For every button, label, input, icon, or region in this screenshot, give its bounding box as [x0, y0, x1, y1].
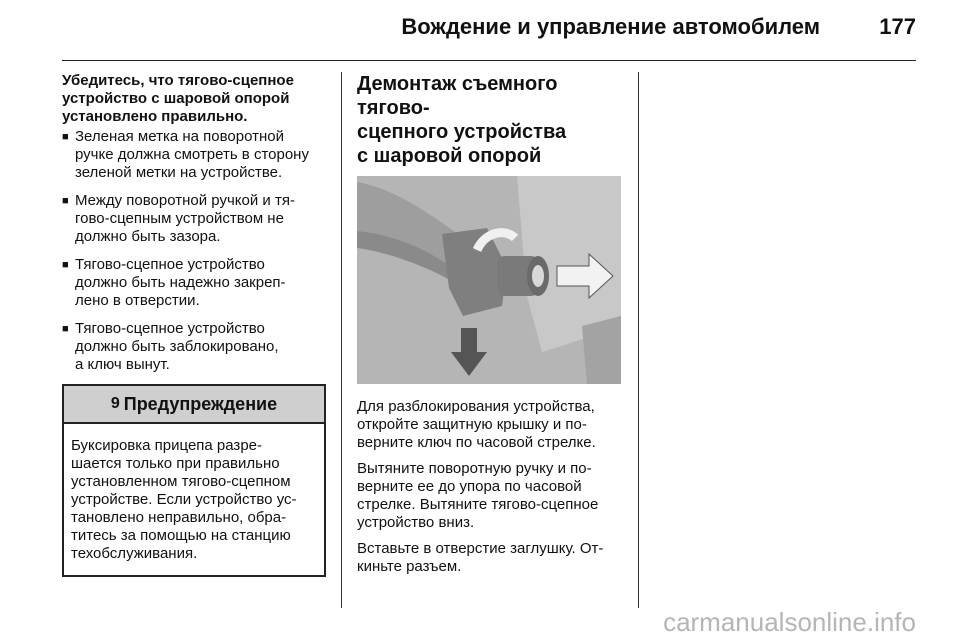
square-bullet-icon: ■: [62, 323, 69, 335]
paragraph-line: Вставьте в отверстие заглушку. От-: [357, 540, 604, 557]
spacer: [357, 384, 623, 398]
list-item-line: лено в отверстии.: [75, 292, 200, 309]
paragraph: [357, 460, 623, 532]
checklist: [62, 128, 326, 374]
paragraph-line: устройство вниз.: [357, 514, 475, 531]
warning-line: устройстве. Если устройство ус-: [71, 491, 297, 508]
paragraph-line: верните ее до упора по часовой: [357, 478, 582, 495]
warning-line: установленном тягово-сцепном: [71, 473, 291, 490]
left-column: [62, 72, 326, 577]
warning-line: Буксировка прицепа разре-: [71, 437, 262, 454]
list-item: [62, 320, 326, 374]
heading-line: сцепного устройства: [357, 121, 567, 143]
list-item-line: ручке должна смотреть в сторону: [75, 146, 309, 163]
watermark: carmanualsonline.info: [663, 607, 916, 637]
warning-body: [64, 424, 324, 575]
list-item: [62, 192, 326, 246]
section-heading: [357, 72, 623, 168]
list-item-line: а ключ вынут.: [75, 356, 170, 373]
paragraph-line: Для разблокирования устройства,: [357, 398, 595, 415]
list-item-line: гово-сцепным устройством не: [75, 210, 284, 227]
heading-line: Демонтаж съемного тягово-: [357, 73, 558, 119]
list-item: [62, 128, 326, 182]
paragraph-line: киньте разъем.: [357, 558, 462, 575]
warning-triangle-icon: 9: [110, 395, 120, 412]
paragraph: [357, 398, 623, 452]
list-item-line: должно быть надежно закреп-: [75, 274, 286, 291]
list-item: [62, 256, 326, 310]
header-title: Вождение и управление автомобилем: [401, 14, 820, 39]
tow-hitch-removal-illustration: [357, 176, 621, 384]
list-item-line: должно быть заблокировано,: [75, 338, 279, 355]
warning-line: шается только при правильно: [71, 455, 280, 472]
page-number: 177: [879, 14, 916, 39]
paragraph-line: стрелке. Вытяните тягово-сцепное: [357, 496, 599, 513]
paragraph: [357, 540, 623, 576]
intro-line: установлено правильно.: [62, 108, 248, 125]
list-item-line: Тягово-сцепное устройство: [75, 320, 265, 337]
list-item-line: зеленой метки на устройстве.: [75, 164, 283, 181]
warning-header: [64, 386, 324, 424]
list-item-line: Тягово-сцепное устройство: [75, 256, 265, 273]
square-bullet-icon: ■: [62, 259, 69, 271]
list-item-line: Между поворотной ручкой и тя-: [75, 192, 295, 209]
right-column: [357, 72, 623, 584]
header-rule: [62, 60, 916, 61]
paragraph-line: верните ключ по часовой стрелке.: [357, 434, 596, 451]
warning-line: титесь за помощью на станцию: [71, 527, 291, 544]
intro-text: [62, 72, 326, 126]
paragraph-line: Вытяните поворотную ручку и по-: [357, 460, 592, 477]
intro-line: Убедитесь, что тягово-сцепное: [62, 72, 294, 89]
list-item-line: должно быть зазора.: [75, 228, 221, 245]
column-divider: [341, 72, 342, 608]
square-bullet-icon: ■: [62, 131, 69, 143]
list-item-line: Зеленая метка на поворотной: [75, 128, 284, 145]
warning-title: Предупреждение: [123, 393, 278, 414]
intro-line: устройство с шаровой опорой: [62, 90, 290, 107]
paragraph-line: откройте защитную крышку и по-: [357, 416, 587, 433]
warning-box: [62, 384, 326, 577]
warning-line: тановлено неправильно, обра-: [71, 509, 287, 526]
square-bullet-icon: ■: [62, 195, 69, 207]
column-divider: [638, 72, 639, 608]
warning-line: техобслуживания.: [71, 545, 198, 562]
heading-line: с шаровой опорой: [357, 145, 542, 167]
